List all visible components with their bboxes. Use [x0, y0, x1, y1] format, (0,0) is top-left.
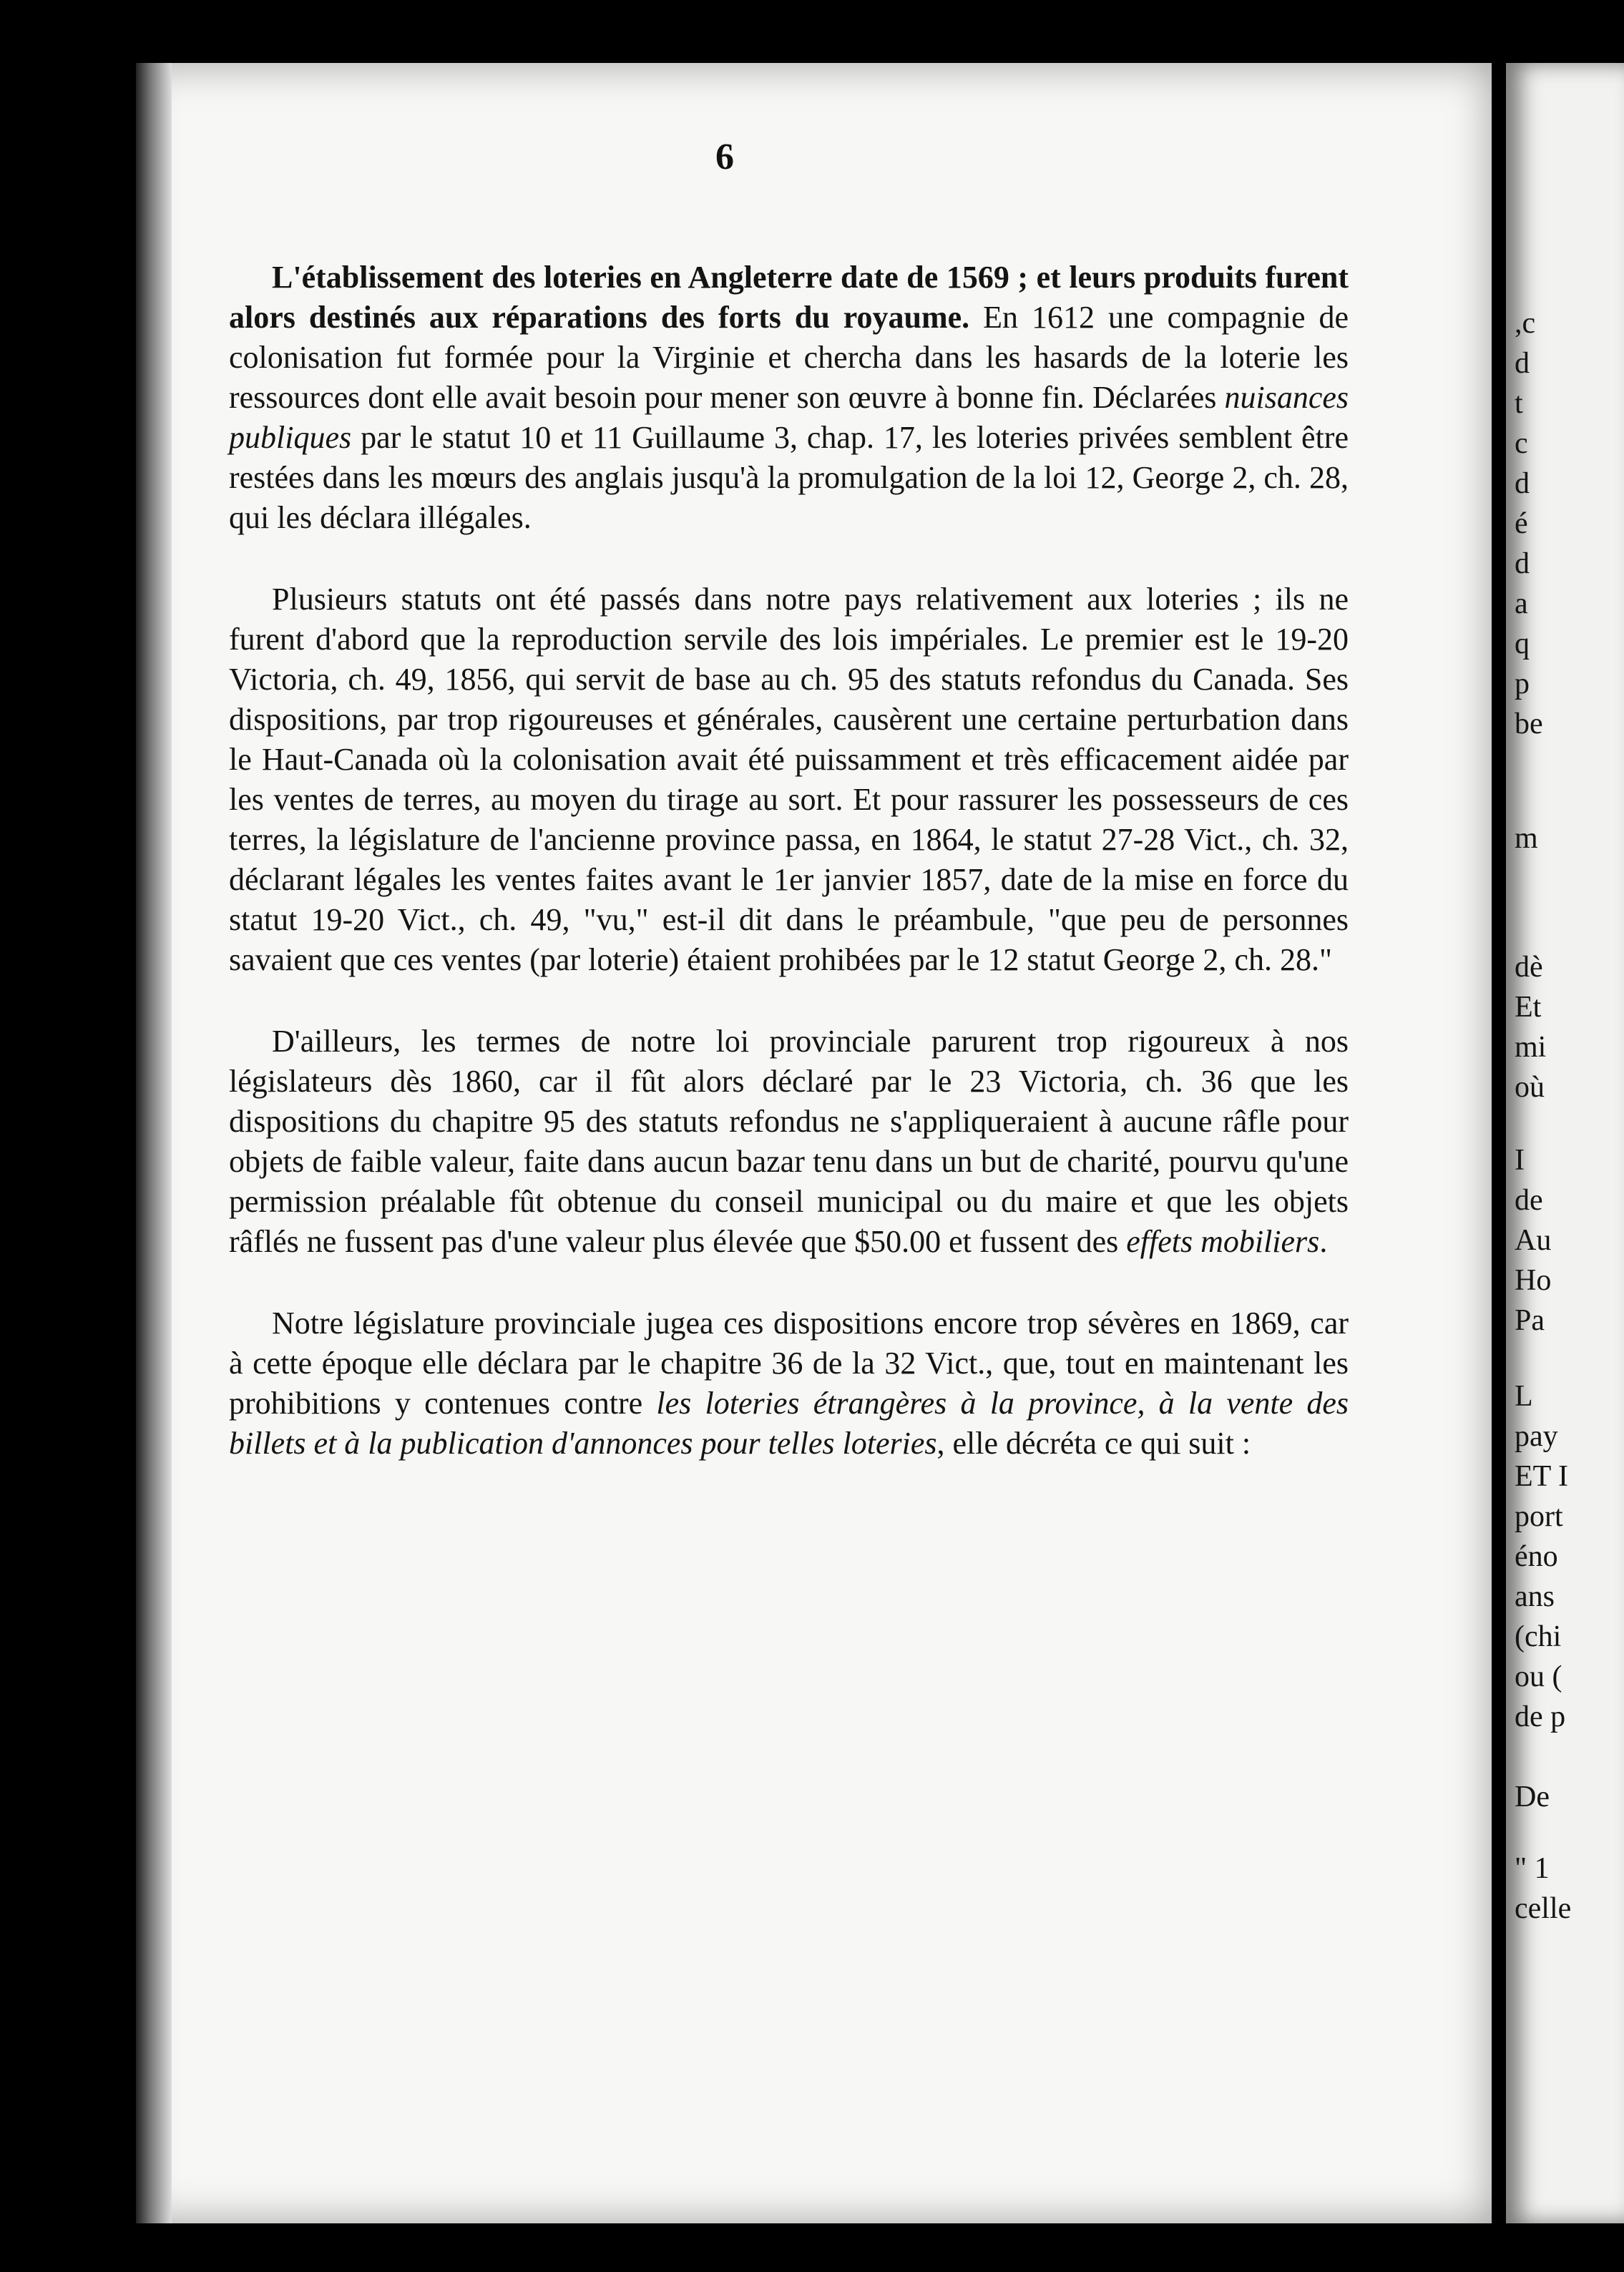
adjacent-page-edge: [1506, 63, 1624, 2223]
adjacent-fragment: Pa: [1515, 1304, 1545, 1337]
adjacent-fragment: d: [1515, 467, 1530, 500]
page-binding-shadow: [136, 63, 172, 2223]
paragraph-1-lead: L'établissement des loteries en Angleterre date de 1569 ; et leurs produits furent alors destinés aux réparations des forts du royaume.: [229, 260, 1349, 335]
paragraph-4: [229, 1303, 1349, 1464]
paragraph-1-emphasis: nuisances publiques: [229, 380, 1349, 455]
adjacent-fragment: éno: [1515, 1540, 1558, 1573]
paragraph-3-text-a: D'ailleurs, les termes de notre loi provinciale parurent trop rigoureux à nos législateurs dès 1860, car il fût alors déclaré par le 23 Victoria, ch. 36 que les dispositions du chapitre 95 des statuts refondus ne s'appliqueraient à aucune râfle pour objets de faible valeur, faite dans aucun bazar tenu dans un but de charité, pourvu qu'une permission préalable fût obtenue du conseil municipal ou du maire et que les objets râflés ne fussent pas d'une valeur plus élevée que $50.00 et fussent des: [229, 1024, 1349, 1259]
page-body: [229, 258, 1349, 1464]
adjacent-fragment: pay: [1515, 1420, 1558, 1453]
paragraph-3-emphasis: effets mobiliers: [1126, 1224, 1320, 1259]
adjacent-fragment: L: [1515, 1380, 1533, 1413]
paragraph-1: [229, 258, 1349, 538]
adjacent-fragment: Au: [1515, 1224, 1552, 1257]
paragraph-3: [229, 1022, 1349, 1262]
adjacent-fragment: " 1: [1515, 1852, 1550, 1885]
adjacent-fragment: be: [1515, 707, 1543, 740]
adjacent-fragment: Et: [1515, 991, 1542, 1024]
adjacent-fragment: port: [1515, 1500, 1563, 1533]
adjacent-fragment: Ho: [1515, 1264, 1552, 1297]
adjacent-fragment: ou (: [1515, 1660, 1562, 1693]
adjacent-fragment: (chi: [1515, 1620, 1562, 1653]
adjacent-fragment: ,c: [1515, 307, 1536, 340]
adjacent-fragment: de p: [1515, 1700, 1566, 1733]
adjacent-fragment: p: [1515, 667, 1530, 700]
paragraph-3-text-b: .: [1319, 1224, 1328, 1259]
paragraph-4-emphasis: les loteries étrangères à la province, à la vente des billets et à la publication d'annonces pour telles loteries: [229, 1386, 1349, 1461]
adjacent-fragment: d: [1515, 547, 1530, 580]
adjacent-fragment: celle: [1515, 1892, 1572, 1925]
paragraph-4-text-b: , elle décréta ce qui suit :: [936, 1426, 1251, 1461]
adjacent-fragment: ET I: [1515, 1460, 1569, 1493]
adjacent-fragment: I: [1515, 1144, 1525, 1177]
adjacent-fragment: c: [1515, 427, 1528, 460]
paragraph-1-text-a: En 1612 une compagnie de colonisation fut formée pour la Virginie et chercha dans les hasards de la loterie les ressources dont elle avait besoin pour mener son œuvre à bonne fin. Déclarées: [229, 300, 1349, 415]
adjacent-fragment: m: [1515, 822, 1538, 855]
page-gutter: [1492, 63, 1506, 2223]
adjacent-fragment: dè: [1515, 951, 1543, 984]
adjacent-fragment: ans: [1515, 1580, 1555, 1613]
adjacent-fragment: é: [1515, 507, 1528, 540]
paragraph-1-text-b: par le statut 10 et 11 Guillaume 3, chap. 17, les loteries privées semblent être restées dans les mœurs des anglais jusqu'à la promulgation de la loi 12, George 2, ch. 28, qui les déclara illégales.: [229, 420, 1349, 535]
adjacent-fragment: q: [1515, 627, 1530, 660]
scan-background: [0, 0, 136, 2272]
adjacent-fragment: où: [1515, 1071, 1545, 1104]
adjacent-fragment: d: [1515, 347, 1530, 380]
paragraph-2: Plusieurs statuts ont été passés dans notre pays relativement aux loteries ; ils ne furent d'abord que la reproduction servile des lois impériales. Le premier est le 19-20 Victoria, ch. 49, 1856, qui servit de base au ch. 95 des statuts refondus du Canada. Ses dispositions, par trop rigoureuses et générales, causèrent une certaine perturbation dans le Haut-Canada où la colonisation avait été puissamment et très efficacement aidée par les ventes de terres, au moyen du tirage au sort. Et pour rassurer les possesseurs de ces terres, la législature de l'ancienne province passa, en 1864, le statut 27-28 Vict., ch. 32, déclarant légales les ventes faites avant le 1er janvier 1857, date de la mise en force du statut 19-20 Vict., ch. 49, "vu," est-il dit dans le préambule, "que peu de personnes savaient que ces ventes (par loterie) étaient prohibées par le 12 statut George 2, ch. 28.": [229, 582, 1349, 977]
adjacent-fragment: mi: [1515, 1031, 1547, 1064]
adjacent-fragment: De: [1515, 1781, 1550, 1813]
paragraph-4-text-a: Notre législature provinciale jugea ces dispositions encore trop sévères en 1869, car à cette époque elle déclara par le chapitre 36 de la 32 Vict., que, tout en maintenant les prohibitions y contenues contre: [229, 1306, 1349, 1421]
adjacent-fragment: a: [1515, 587, 1528, 620]
adjacent-fragment: t: [1515, 387, 1523, 420]
adjacent-fragment: de: [1515, 1184, 1543, 1217]
page-number: 6: [715, 137, 734, 177]
